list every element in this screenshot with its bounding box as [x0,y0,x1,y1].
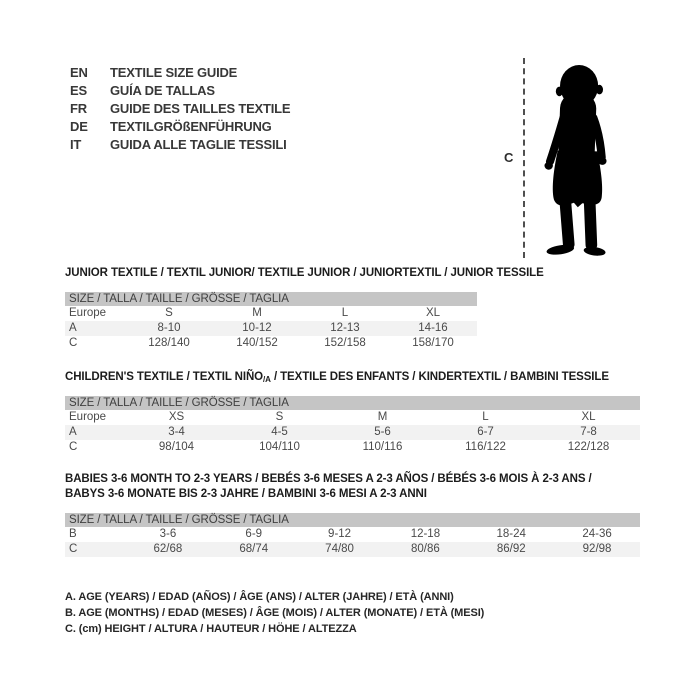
table-row [65,425,640,440]
table-cell: 5-6 [374,426,391,438]
lang-text: TEXTILE SIZE GUIDE [110,65,238,80]
table-cell: XL [425,307,441,319]
row-label: A [69,426,77,438]
lang-row-fr [70,100,290,118]
junior-size-table [65,292,477,351]
lang-row-en [70,64,290,82]
table-cell: 74/80 [325,543,354,555]
table-cell: 3-6 [159,528,177,540]
lang-code: DE [70,119,88,134]
table-cell: 6-7 [477,426,494,438]
table-cell: 6-9 [245,528,263,540]
table-cell: 122/128 [567,441,610,453]
table-row [65,542,640,557]
table-row [65,336,477,351]
table-cell: 128/140 [148,337,190,349]
table-cell: 24-36 [582,528,612,540]
table-cell: L [482,411,489,423]
row-label: Europe [69,307,107,319]
table-cell: 152/158 [324,337,366,349]
row-label: B [69,528,77,540]
legend-notes [65,589,484,637]
row-label: A [69,322,77,334]
lang-code: EN [70,65,88,80]
table-cell: 3-4 [168,426,185,438]
babies-table-title [65,472,592,502]
table-row [65,321,477,336]
table-cell: 4-5 [271,426,288,438]
row-label: C [69,543,78,555]
table-cell: 18-24 [496,528,526,540]
lang-code: FR [70,101,87,116]
table-row [65,410,640,425]
lang-code: IT [70,137,82,152]
lang-text: GUIDA ALLE TAGLIE TESSILI [110,137,287,152]
table-cell: 116/122 [465,441,506,453]
height-measure-dashed-line [523,58,525,258]
table-cell: XL [581,411,596,423]
legend-note-c: C. (cm) HEIGHT / ALTURA / HAUTEUR / HÖHE / ALTEZZA [65,623,357,635]
height-measure-label: C [504,150,514,165]
table-cell: 158/170 [412,337,454,349]
table-cell: 12-18 [410,528,441,540]
table-cell: 104/110 [259,441,300,453]
table-cell: S [165,307,173,319]
table-cell: 9-12 [328,528,352,540]
row-label: C [69,441,78,453]
children-title-post: / TEXTILE DES ENFANTS / KINDERTEXTIL / BAMBINI TESSILE [270,371,609,383]
table-cell: 110/116 [362,441,403,453]
children-table-title [65,370,609,387]
table-cell: 86/92 [496,543,526,555]
table-cell: 12-13 [330,322,360,334]
table-cell: 7-8 [580,426,597,438]
table-row [65,527,640,542]
lang-text: TEXTILGRÖßENFÜHRUNG [110,119,272,134]
babies-size-header-bar: SIZE / TALLA / TAILLE / GRÖSSE / TAGLIA [65,513,640,527]
junior-table-title: JUNIOR TEXTILE / TEXTIL JUNIOR/ TEXTILE JUNIOR / JUNIORTEXTIL / JUNIOR TESSILE [65,267,544,279]
table-cell: L [341,307,349,319]
babies-title-line1: BABIES 3-6 MONTH TO 2-3 YEARS / BEBÉS 3-6 MESES A 2-3 AÑOS / BÉBÉS 3-6 MOIS À 2-3 ANS / [65,473,592,485]
table-cell: 92/98 [582,543,612,555]
junior-size-header-bar: SIZE / TALLA / TAILLE / GRÖSSE / TAGLIA [65,292,477,306]
table-row [65,306,477,321]
babies-title-line2: BABYS 3-6 MONATE BIS 2-3 JAHRE / BAMBINI 3-6 MESI A 2-3 ANNI [65,488,427,500]
children-title-pre: CHILDREN'S TEXTILE / TEXTIL NIÑO [65,371,264,383]
lang-row-it [70,136,290,154]
table-cell: M [377,411,388,423]
legend-note-a: A. AGE (YEARS) / EDAD (AÑOS) / ÂGE (ANS) / ALTER (JAHRE) / ETÀ (ANNI) [65,591,454,603]
table-cell: S [275,411,284,423]
lang-row-es [70,82,290,100]
table-cell: 140/152 [236,337,278,349]
language-header [70,64,290,154]
table-cell: 10-12 [242,322,272,334]
baby-silhouette-icon [528,56,625,260]
table-cell: 68/74 [239,543,269,555]
legend-note-b: B. AGE (MONTHS) / EDAD (MESES) / ÂGE (MOIS) / ALTER (MONATE) / ETÀ (MESI) [65,607,485,619]
row-label: Europe [69,411,107,423]
table-cell: 14-16 [418,322,448,334]
table-cell: 8-10 [157,322,181,334]
row-label: C [69,337,78,349]
table-row [65,440,640,455]
children-size-table [65,396,640,455]
lang-text: GUIDE DES TAILLES TEXTILE [110,101,291,116]
table-cell: 80/86 [411,543,440,555]
lang-text: GUÍA DE TALLAS [110,83,215,98]
table-cell: XS [168,411,185,423]
children-title-subscript: /A [263,375,271,384]
table-cell: M [252,307,262,319]
table-cell: 98/104 [158,441,195,453]
table-cell: 62/68 [153,543,183,555]
lang-row-de [70,118,290,136]
babies-size-table [65,513,640,557]
lang-code: ES [70,83,87,98]
children-size-header-bar: SIZE / TALLA / TAILLE / GRÖSSE / TAGLIA [65,396,640,410]
